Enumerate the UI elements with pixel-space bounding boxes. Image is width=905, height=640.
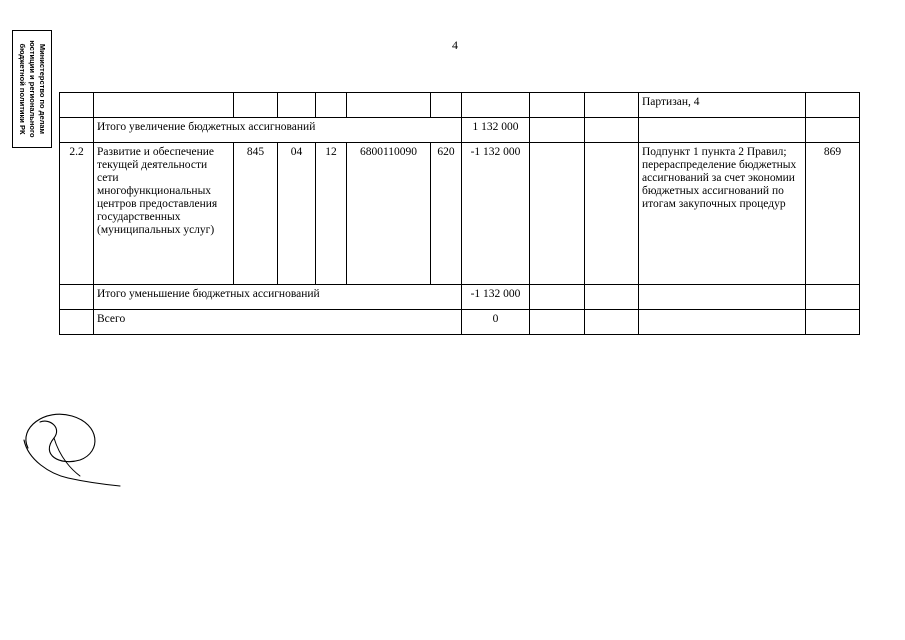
item-code-2: 04 (278, 143, 316, 285)
total-amount: 0 (462, 310, 530, 335)
table-cell (60, 93, 94, 118)
item-description: Развитие и обеспечение текущей деятельности сети многофункциональных центров предоставления государственных (муниципальных услуг) (94, 143, 234, 285)
stamp-text: Министерство по делам юстиции и регионального бюджетной политики РК (18, 40, 47, 138)
table-cell (60, 118, 94, 143)
address-cell: Партизан, 4 (639, 93, 806, 118)
table-cell (530, 143, 585, 285)
table-cell (806, 285, 860, 310)
table-cell (60, 310, 94, 335)
table-cell (639, 310, 806, 335)
table-cell (585, 310, 639, 335)
table-cell (585, 143, 639, 285)
increase-total-amount: 1 132 000 (462, 118, 530, 143)
table-cell (530, 285, 585, 310)
table-cell (431, 93, 462, 118)
table-cell (806, 310, 860, 335)
table-cell (347, 93, 431, 118)
table-cell (234, 93, 278, 118)
table-row-top (60, 93, 860, 118)
item-amount: -1 132 000 (462, 143, 530, 285)
handwritten-signature (10, 400, 130, 500)
table-cell (94, 93, 234, 118)
table-row-item (60, 143, 860, 285)
page-number: 4 (452, 38, 458, 52)
item-basis: Подпункт 1 пункта 2 Правил; перераспределение бюджетных ассигнований за счет экономии бюджетных ассигнований по итогам закупочных процедур (639, 143, 806, 285)
table-cell (530, 93, 585, 118)
table-cell (585, 118, 639, 143)
increase-total-label: Итого увеличение бюджетных ассигнований (94, 118, 462, 143)
decrease-total-amount: -1 132 000 (462, 285, 530, 310)
item-code-6: 869 (806, 143, 860, 285)
table-cell (530, 118, 585, 143)
table-cell (639, 285, 806, 310)
table-cell (585, 285, 639, 310)
item-code-4: 6800110090 (347, 143, 431, 285)
item-code-5: 620 (431, 143, 462, 285)
budget-table (59, 92, 860, 335)
table-cell (530, 310, 585, 335)
table-cell (806, 93, 860, 118)
total-label: Всего (94, 310, 462, 335)
table-cell (639, 118, 806, 143)
table-cell (462, 93, 530, 118)
ministry-stamp (12, 30, 52, 148)
table-cell (278, 93, 316, 118)
table-cell (806, 118, 860, 143)
table-row-total (60, 310, 860, 335)
decrease-total-label: Итого уменьшение бюджетных ассигнований (94, 285, 462, 310)
table-cell (60, 285, 94, 310)
table-row-decrease-total (60, 285, 860, 310)
item-code-1: 845 (234, 143, 278, 285)
item-code-3: 12 (316, 143, 347, 285)
table-cell (316, 93, 347, 118)
table-cell (585, 93, 639, 118)
table-row-increase-total (60, 118, 860, 143)
item-number: 2.2 (60, 143, 94, 285)
